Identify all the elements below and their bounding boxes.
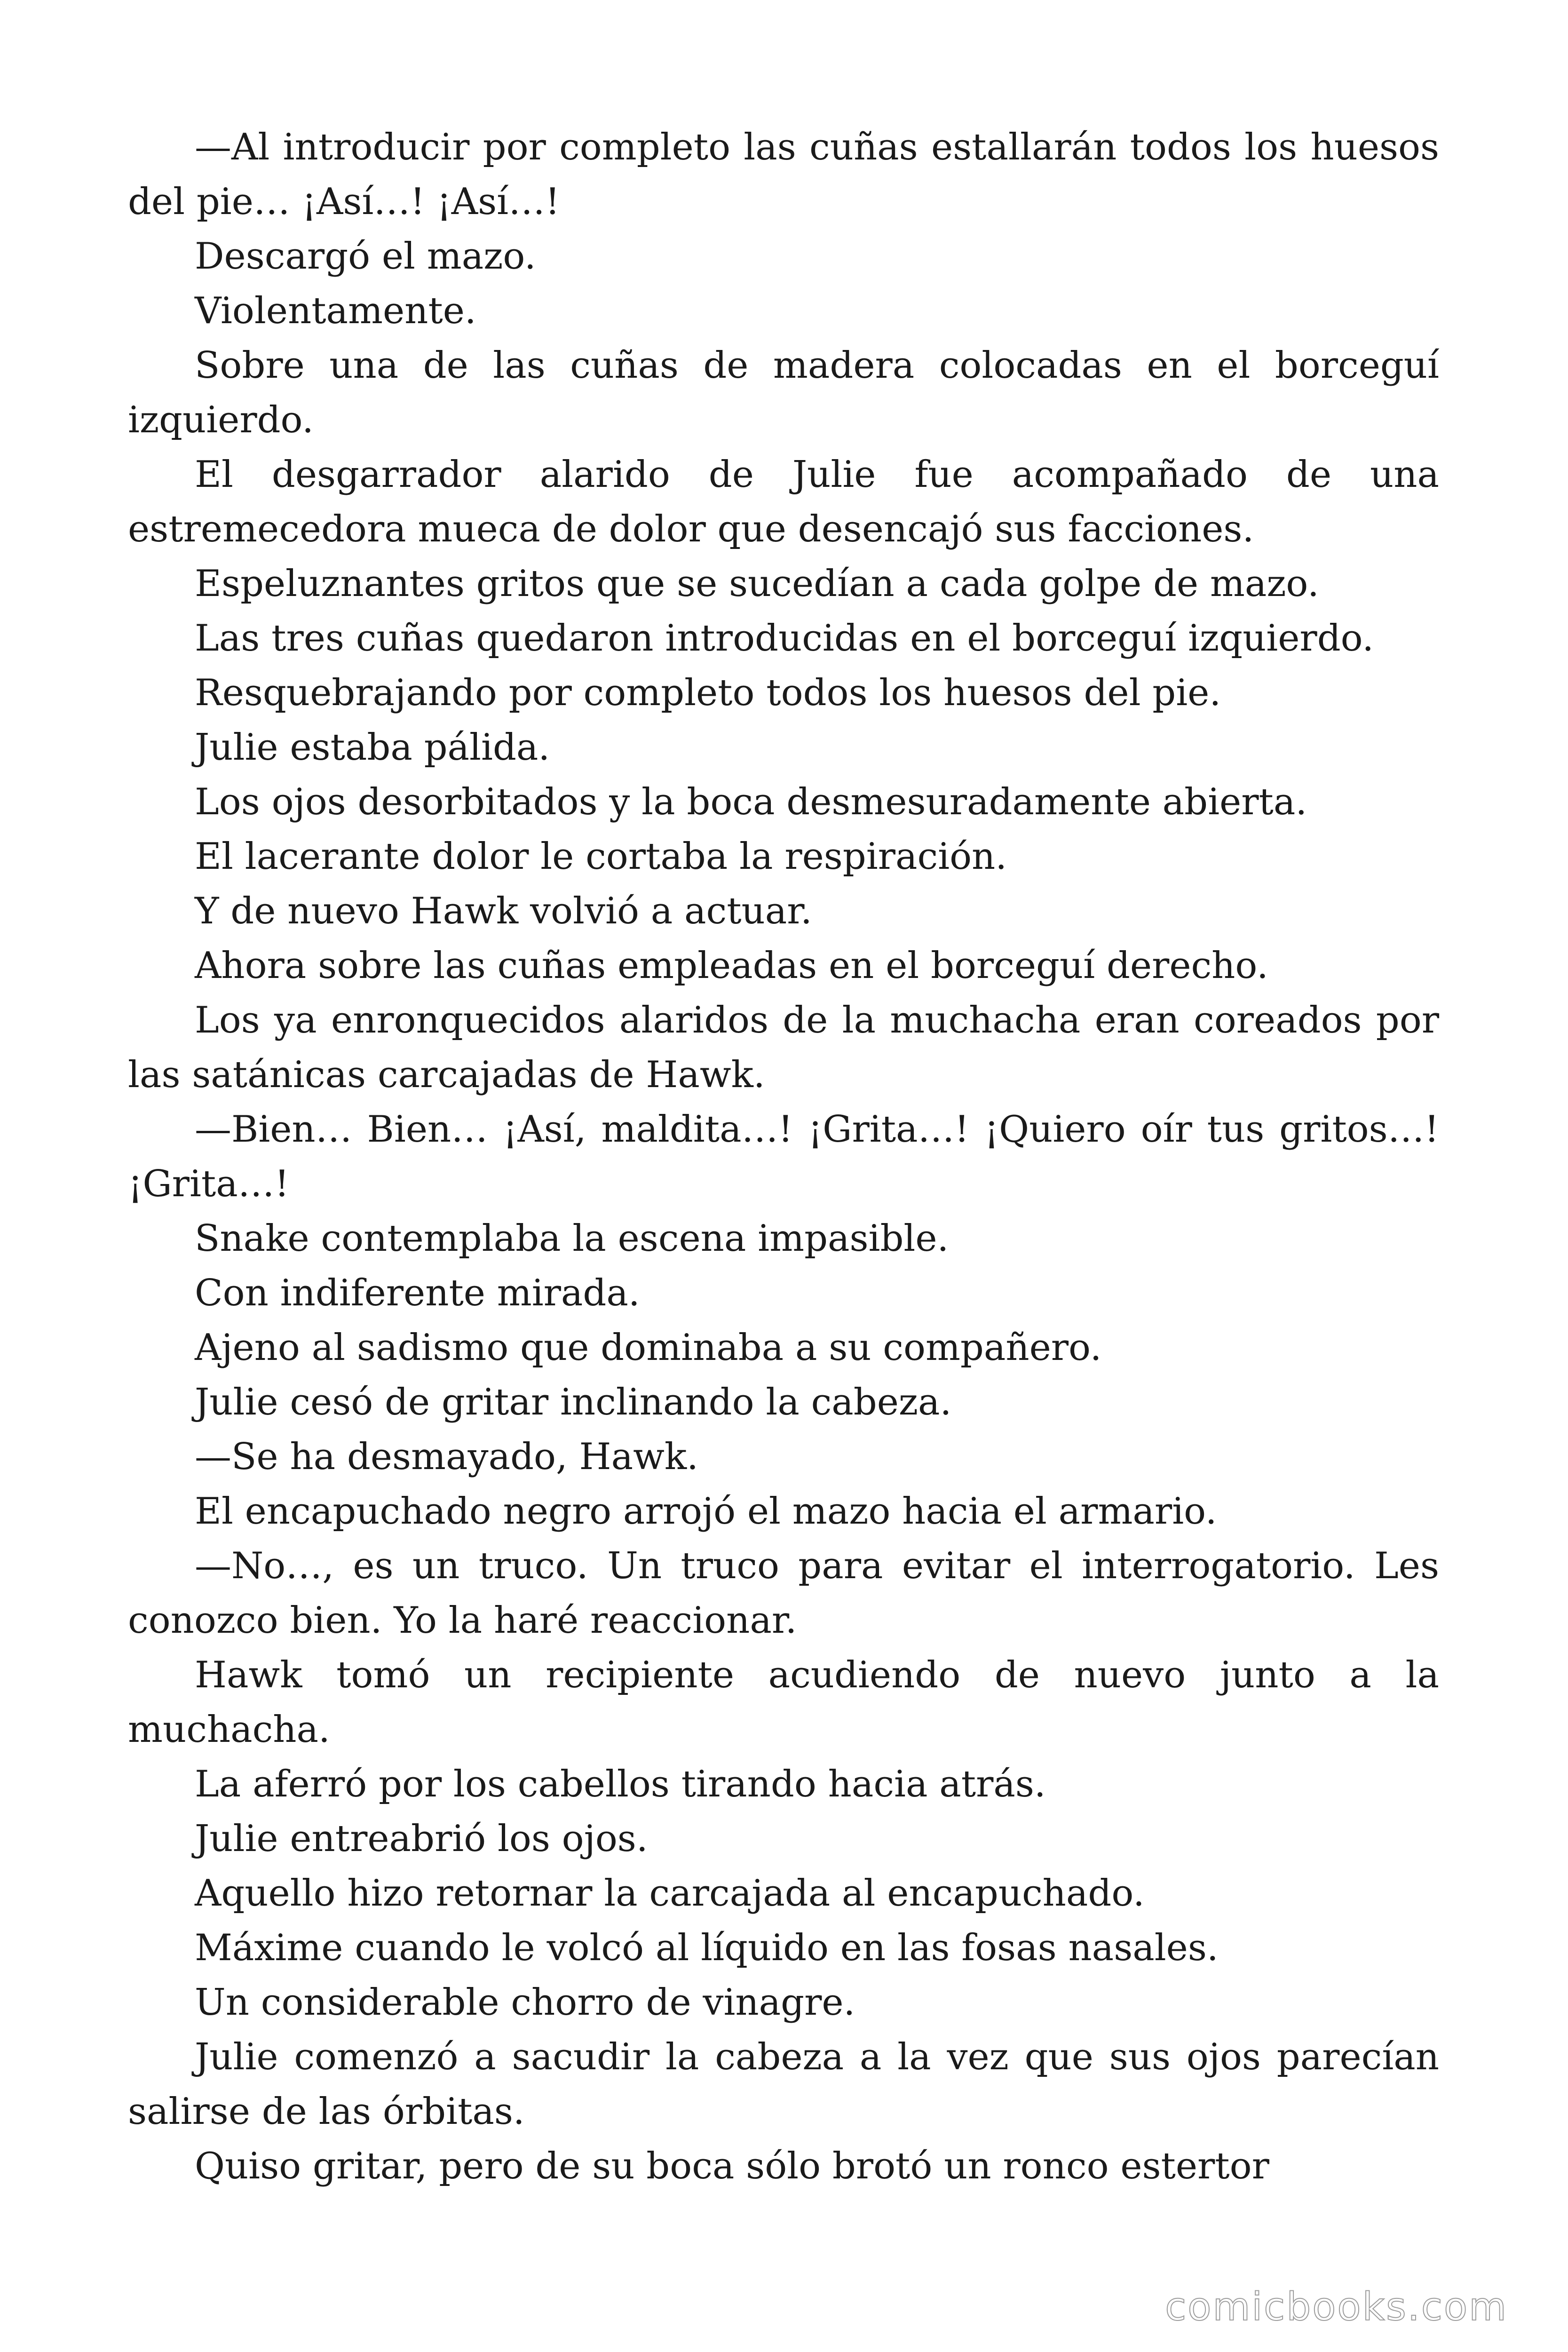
paragraph: Los ojos desorbitados y la boca desmesuradamente abierta. — [195, 781, 1307, 823]
paragraph: Un considerable chorro de vinagre. — [195, 1981, 855, 2024]
paragraph: Snake contemplaba la escena impasible. — [195, 1217, 949, 1260]
paragraph: Julie entreabrió los ojos. — [195, 1818, 648, 1860]
paragraph: —Bien… Bien… ¡Así, maldita…! ¡Grita…! ¡Quiero oír tus gritos…! ¡Grita…! — [128, 1108, 1439, 1205]
paragraph: Descargó el mazo. — [195, 235, 536, 278]
paragraph: —Se ha desmayado, Hawk. — [195, 1436, 698, 1478]
paragraph: —No…, es un truco. Un truco para evitar el interrogatorio. Les conozco bien. Yo la haré reaccionar. — [128, 1545, 1439, 1642]
paragraph: Los ya enronquecidos alaridos de la muchacha eran coreados por las satánicas carcajadas de Hawk. — [128, 999, 1439, 1096]
paragraph: Violentamente. — [195, 290, 476, 332]
body-text — [128, 120, 1439, 2193]
paragraph: Quiso gritar, pero de su boca sólo brotó un ronco estertor — [195, 2145, 1269, 2187]
site-watermark: comicbooks.com — [1165, 2285, 1508, 2329]
paragraph: El lacerante dolor le cortaba la respiración. — [195, 835, 1007, 878]
paragraph: Aquello hizo retornar la carcajada al encapuchado. — [195, 1872, 1145, 1915]
paragraph: —Al introducir por completo las cuñas estallarán todos los huesos del pie… ¡Así…! ¡Así…! — [128, 126, 1439, 223]
paragraph: Julie cesó de gritar inclinando la cabeza. — [195, 1381, 952, 1423]
paragraph: El desgarrador alarido de Julie fue acompañado de una estremecedora mueca de dolor que desencajó sus facciones. — [128, 453, 1439, 550]
paragraph: Ahora sobre las cuñas empleadas en el borceguí derecho. — [195, 945, 1268, 987]
paragraph: Máxime cuando le volcó al líquido en las fosas nasales. — [195, 1927, 1219, 1969]
paragraph: Julie comenzó a sacudir la cabeza a la vez que sus ojos parecían salirse de las órbitas. — [128, 2036, 1439, 2133]
paragraph: Hawk tomó un recipiente acudiendo de nuevo junto a la muchacha. — [128, 1654, 1439, 1751]
paragraph: Espeluznantes gritos que se sucedían a cada golpe de mazo. — [195, 563, 1319, 605]
paragraph: Sobre una de las cuñas de madera colocadas en el borceguí izquierdo. — [128, 344, 1439, 441]
paragraph: Ajeno al sadismo que dominaba a su compañero. — [195, 1327, 1102, 1369]
paragraph: La aferró por los cabellos tirando hacia atrás. — [195, 1763, 1046, 1805]
paragraph: Con indiferente mirada. — [195, 1272, 640, 1314]
paragraph: Resquebrajando por completo todos los huesos del pie. — [195, 672, 1221, 714]
paragraph: El encapuchado negro arrojó el mazo hacia el armario. — [195, 1490, 1217, 1533]
paragraph: Julie estaba pálida. — [195, 726, 550, 769]
paragraph: Y de nuevo Hawk volvió a actuar. — [195, 890, 812, 932]
paragraph: Las tres cuñas quedaron introducidas en el borceguí izquierdo. — [195, 617, 1374, 660]
